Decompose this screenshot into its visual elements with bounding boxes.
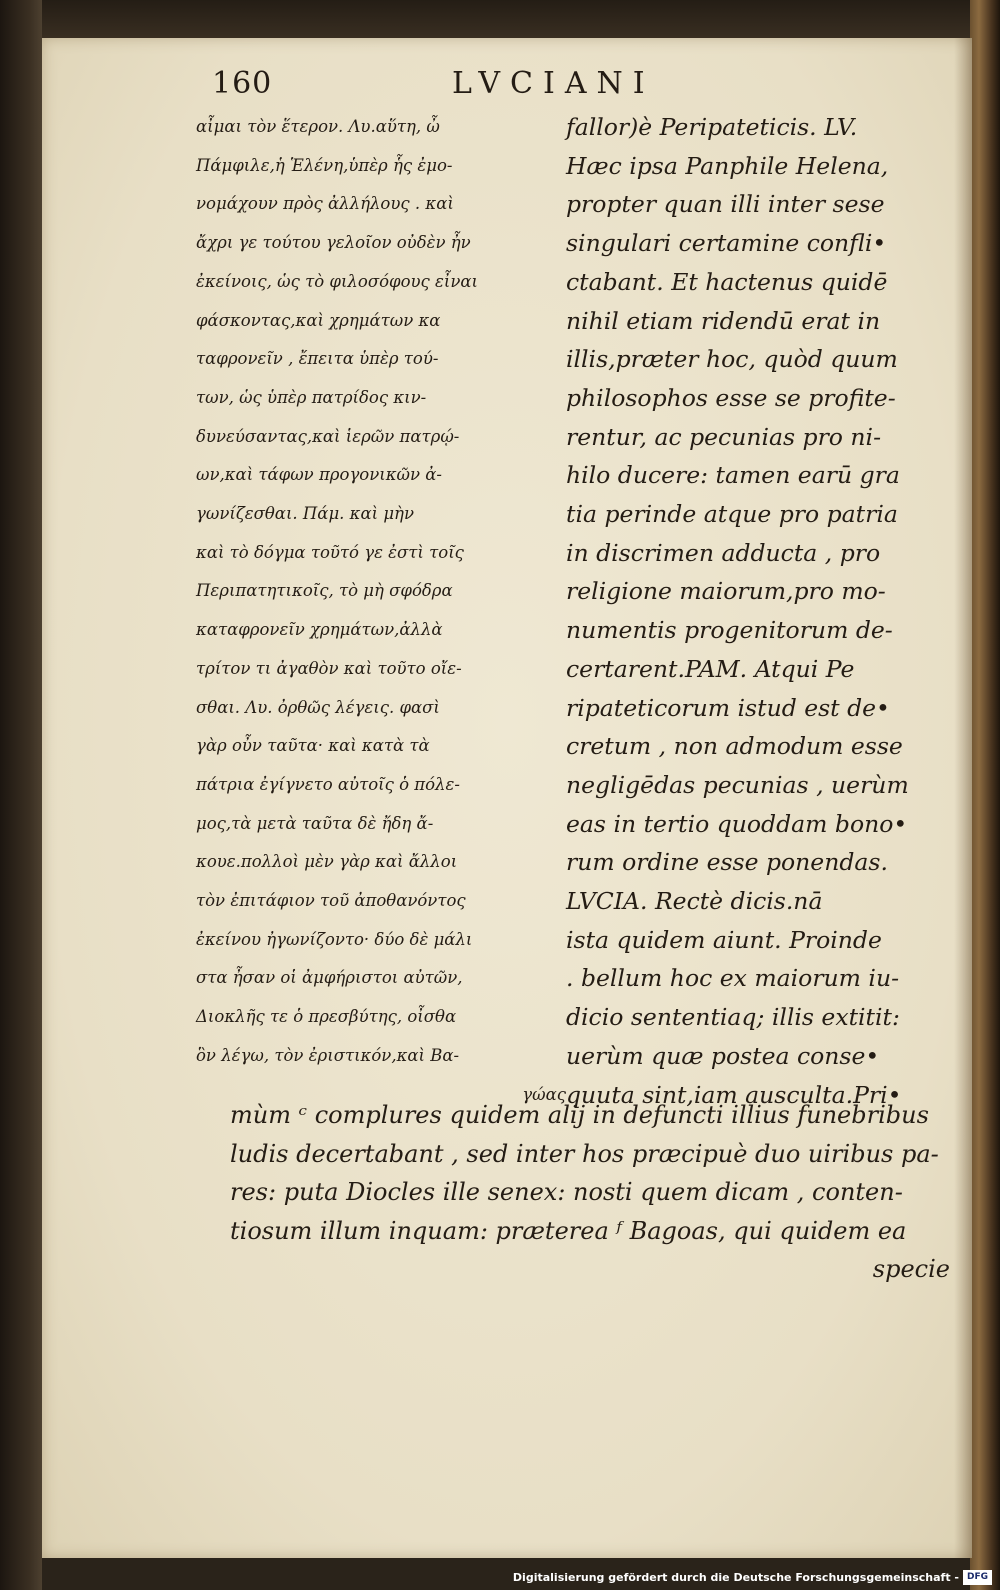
latin-text-line: ripateticorum istud est de• (566, 693, 890, 722)
greek-text-line: των, ὡς ὑπὲρ πατρίδος κιν- (196, 387, 427, 407)
greek-text-line: ἐκείνοις, ὡς τὸ φιλοσόφους εἶναι (196, 271, 478, 291)
greek-text-line: ταφρονεῖν , ἔπειτα ὑπὲρ τού- (196, 349, 439, 369)
greek-text-line: μος,τὰ μετὰ ταῦτα δὲ ἤδη ἄ- (196, 813, 434, 833)
latin-text-line: negligēdas pecunias , uerùm (566, 770, 909, 799)
greek-text-line: καὶ τὸ δόγμα τοῦτό γε ἐστὶ τοῖς (196, 542, 464, 562)
greek-text-line: τὸν ἐπιτάφιον τοῦ ἀποθανόντος (196, 891, 466, 911)
latin-text-line: illis,præter hoc, quòd quum (566, 345, 898, 374)
latin-full-text-line: ludis decertabant , sed inter hos præcipuè duo uiribus pa- (230, 1139, 939, 1168)
greek-text-line: ἐκείνου ἠγωνίζοντο· δύο δὲ μάλι (196, 929, 473, 949)
greek-text-line: τρίτον τι ἀγαθὸν καὶ τοῦτο οἴε- (196, 658, 462, 678)
latin-text-line: cretum , non admodum esse (566, 732, 903, 761)
greek-text-line: ὃν λέγω, τὸν ἐριστικόν,καὶ Βα- (196, 1045, 460, 1065)
latin-text-line: religione maiorum,pro mo- (566, 577, 886, 606)
greek-text-line: ων,καὶ τάφων προγονικῶν ἀ- (196, 465, 443, 485)
latin-full-text-line: res: puta Diocles ille senex: nosti quem dicam , conten- (230, 1178, 903, 1206)
latin-text-line: Hæc ipsa Panphile Helena, (566, 151, 889, 180)
gutter-shadow (954, 38, 972, 1558)
latin-full-text-line: mùm ᶜ complures quidem alij in defuncti illius funebribus (230, 1101, 929, 1129)
greek-text-line: στα ἦσαν οἱ ἀμφήριστοι αὐτῶν, (196, 968, 463, 988)
latin-text-line: eas in tertio quoddam bono• (566, 809, 908, 838)
greek-text-line: πάτρια ἐγίγνετο αὐτοῖς ὁ πόλε- (196, 774, 460, 794)
latin-text-line: tia perinde atque pro patria (566, 500, 898, 529)
latin-text-line: hilo ducere: tamen earū gra (566, 461, 900, 490)
credit-text: Digitalisierung gefördert durch die Deutsche Forschungsgemeinschaft - (512, 1570, 959, 1584)
greek-text-line: γώας (522, 1084, 566, 1104)
greek-text-line: κουε.πολλοὶ μὲν γὰρ καὶ ἄλλοι (196, 852, 458, 872)
latin-text-column (566, 108, 956, 1114)
latin-text-line: fallor)è Peripateticis. LV. (566, 113, 858, 141)
latin-text-line: philosophos esse se profite- (566, 383, 896, 412)
greek-text-line: φάσκοντας,καὶ χρημάτων κα (196, 310, 441, 330)
digitization-credit (513, 1568, 992, 1586)
greek-text-line: νομάχουν πρὸς ἀλλήλους . καὶ (196, 194, 454, 214)
latin-text-line: dicio sententiaq; illis extitit: (566, 1003, 900, 1032)
dfg-logo: DFG (963, 1570, 992, 1585)
latin-text-line: ctabant. Et hactenus quidē (566, 267, 888, 296)
latin-text-line: rum ordine esse ponendas. (566, 848, 888, 877)
page-number: 160 (212, 66, 273, 101)
latin-text-line: uerùm quæ postea conse• (566, 1041, 880, 1070)
latin-text-line: propter quan illi inter sese (566, 190, 885, 219)
greek-text-line: αἶμαι τὸν ἕτερον. Λυ.αὕτη, ὦ (196, 117, 440, 136)
scan-frame-top (0, 0, 1000, 40)
latin-text-line: ista quidem aiunt. Proinde (566, 925, 882, 954)
latin-text-line: LVCIA. Rectè dicis.nā (566, 887, 823, 916)
greek-text-line: Περιπατητικοῖς, τὸ μὴ σφόδρα (196, 581, 453, 601)
latin-full-width-text (230, 1096, 950, 1283)
greek-text-line: καταφρονεῖν χρημάτων,ἀλλὰ (196, 620, 443, 640)
latin-text-line: singulari certamine confli• (566, 229, 887, 258)
greek-text-column (196, 108, 586, 1114)
greek-text-line: ἄχρι γε τούτου γελοῖον οὐδὲν ἦν (196, 233, 471, 253)
latin-text-line: rentur, ac pecunias pro ni- (566, 422, 882, 451)
running-head: LVCIANI (452, 66, 655, 101)
catchword: specie (872, 1255, 950, 1283)
scan-frame-right (970, 0, 1000, 1590)
latin-text-line: quuta sint,iam ausculta.Pri• (566, 1080, 902, 1109)
latin-full-text-line: tiosum illum inquam: præterea ᶠ Bagoas, qui quidem ea (230, 1216, 907, 1245)
scan-frame-left (0, 0, 42, 1590)
latin-text-line: . bellum hoc ex maiorum iu- (566, 964, 900, 993)
latin-text-line: numentis progenitorum de- (566, 616, 893, 645)
greek-text-line: Πάμφιλε,ἡ Ἑλένη,ὑπὲρ ἧς ἐμο- (196, 155, 453, 175)
latin-text-line: nihil etiam ridendū erat in (566, 306, 881, 335)
greek-text-line: γωνίζεσθαι. Πάμ. καὶ μὴν (196, 504, 414, 524)
greek-text-line: δυνεύσαντας,καὶ ἱερῶν πατρῴ- (196, 426, 460, 446)
greek-text-line: Διοκλῆς τε ὁ πρεσβύτης, οἶσθα (196, 1007, 457, 1027)
latin-text-line: certarent.PAM. Atqui Pe (566, 654, 855, 683)
latin-text-line: in discrimen adducta , pro (566, 538, 881, 567)
greek-text-line: σθαι. Λυ. ὀρθῶς λέγεις. φασὶ (196, 697, 440, 717)
greek-text-line: γὰρ οὖν ταῦτα· καὶ κατὰ τὰ (196, 736, 430, 756)
